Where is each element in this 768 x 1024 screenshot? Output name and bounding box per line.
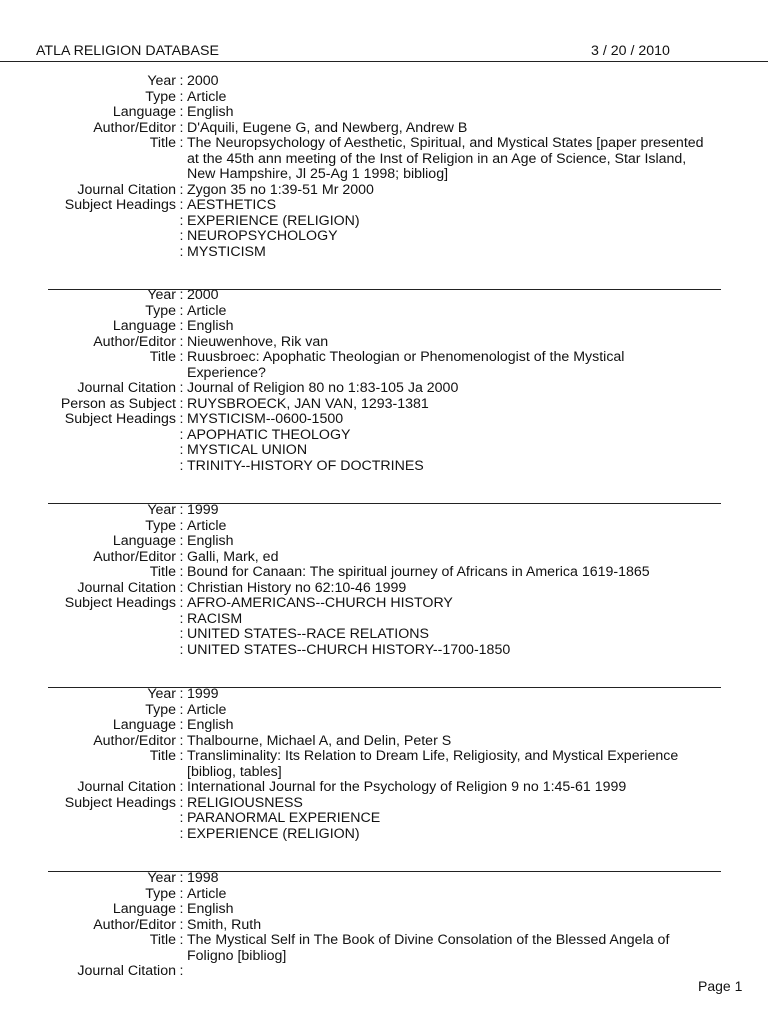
field-value: MYSTICISM	[187, 243, 266, 260]
record-field	[0, 381, 768, 397]
field-separator: :	[179, 564, 184, 580]
field-label: Title	[149, 932, 176, 948]
field-value: 2000	[187, 287, 219, 303]
record-field	[0, 198, 768, 214]
field-separator: :	[179, 181, 184, 198]
field-value: 1999	[187, 686, 219, 702]
record-field	[0, 90, 768, 106]
record-divider	[48, 289, 721, 290]
record-field	[0, 428, 768, 444]
field-separator: :	[179, 932, 184, 948]
field-value: 2000	[187, 73, 219, 89]
field-label: Year	[147, 73, 176, 89]
record-field	[0, 887, 768, 903]
record-field	[0, 534, 768, 550]
field-separator: :	[179, 135, 184, 151]
field-label	[0, 643, 176, 659]
field-label	[0, 811, 176, 827]
field-value: Article	[187, 88, 227, 105]
field-value: NEUROPSYCHOLOGY	[187, 228, 338, 244]
field-label: Journal Citation	[77, 579, 176, 596]
field-value: AFRO-AMERICANS--CHURCH HISTORY	[187, 595, 453, 611]
field-value: 1999	[187, 502, 219, 518]
page-header	[36, 43, 728, 61]
record-divider	[48, 503, 721, 504]
field-value: Galli, Mark, ed	[187, 548, 279, 565]
field-separator: :	[179, 610, 184, 627]
field-separator: :	[179, 349, 184, 365]
field-value: PARANORMAL EXPERIENCE	[187, 810, 381, 826]
record-field	[0, 703, 768, 719]
field-separator: :	[179, 794, 184, 811]
record-field	[0, 121, 768, 137]
field-value: RELIGIOUSNESS	[187, 794, 303, 811]
field-value: English	[187, 717, 234, 733]
field-separator: :	[179, 732, 184, 749]
field-separator: :	[179, 748, 184, 764]
field-value: EXPERIENCE (RELIGION)	[187, 825, 360, 842]
field-value: Zygon 35 no 1:39-51 Mr 2000	[187, 181, 374, 198]
field-separator: :	[179, 517, 184, 534]
record-field	[0, 902, 768, 918]
field-label	[0, 428, 176, 444]
field-value: AESTHETICS	[187, 197, 277, 213]
field-value: International Journal for the Psychology of Religion 9 no 1:45-61 1999	[187, 779, 627, 795]
field-label: Year	[147, 686, 176, 702]
record	[0, 74, 768, 260]
field-separator: :	[179, 626, 184, 642]
field-value: RACISM	[187, 610, 243, 627]
field-label: Language	[112, 104, 176, 120]
field-value: Journal of Religion 80 no 1:83-105 Ja 2000	[187, 380, 459, 396]
field-separator: :	[179, 395, 184, 412]
field-label	[0, 214, 176, 230]
record-field	[0, 350, 768, 381]
field-separator: :	[179, 502, 184, 518]
field-value: MYSTICISM--0600-1500	[187, 411, 344, 427]
field-separator: :	[179, 333, 184, 350]
field-label: Language	[112, 533, 176, 549]
field-label	[0, 612, 176, 628]
field-label: Type	[145, 88, 176, 105]
field-value: The Neuropsychology of Aesthetic, Spiritual, and Mystical States [paper presented at the 45th ann meeting of the Inst of Religion in an Age of Science, Star Island, New Hampshire, Jl 25-Ag 1 1998; bibliog]	[187, 135, 704, 182]
field-value: TRINITY--HISTORY OF DOCTRINES	[187, 457, 424, 474]
field-separator: :	[179, 701, 184, 718]
field-separator: :	[179, 442, 184, 458]
field-value: RUYSBROECK, JAN VAN, 1293-1381	[187, 395, 429, 412]
field-value: Bound for Canaan: The spiritual journey of Africans in America 1619-1865	[187, 564, 650, 580]
field-label	[0, 245, 176, 261]
record-divider	[48, 687, 721, 688]
field-label: Author/Editor	[93, 916, 176, 933]
field-separator: :	[179, 885, 184, 902]
field-separator: :	[179, 73, 184, 89]
record-field	[0, 796, 768, 812]
field-label	[0, 627, 176, 643]
field-label: Language	[112, 717, 176, 733]
field-label: Journal Citation	[77, 779, 176, 795]
field-value: Nieuwenhove, Rik van	[187, 333, 329, 350]
record-field	[0, 687, 768, 703]
record-field	[0, 214, 768, 230]
field-label: Journal Citation	[77, 181, 176, 198]
field-label: Year	[147, 870, 176, 886]
record-field	[0, 565, 768, 581]
field-separator: :	[179, 810, 184, 826]
field-separator: :	[179, 548, 184, 565]
field-label	[0, 229, 176, 245]
field-value: UNITED STATES--CHURCH HISTORY--1700-1850	[187, 641, 511, 658]
field-separator: :	[179, 228, 184, 244]
record-field	[0, 183, 768, 199]
field-separator: :	[179, 579, 184, 596]
record-field	[0, 627, 768, 643]
field-separator: :	[179, 916, 184, 933]
record	[0, 288, 768, 474]
field-separator: :	[179, 104, 184, 120]
record-field	[0, 105, 768, 121]
field-label: Subject Headings	[64, 411, 176, 427]
record-field	[0, 827, 768, 843]
field-label: Journal Citation	[77, 380, 176, 396]
field-value: English	[187, 318, 234, 334]
field-label: Year	[147, 287, 176, 303]
field-separator: :	[179, 870, 184, 886]
field-label: Person as Subject	[60, 395, 176, 412]
record	[0, 503, 768, 658]
field-value: English	[187, 901, 234, 917]
record-field	[0, 871, 768, 887]
field-value: APOPHATIC THEOLOGY	[187, 426, 351, 443]
record-field	[0, 503, 768, 519]
field-separator: :	[179, 901, 184, 917]
field-label: Author/Editor	[93, 548, 176, 565]
field-value: UNITED STATES--RACE RELATIONS	[187, 626, 429, 642]
record-field	[0, 811, 768, 827]
record-field	[0, 780, 768, 796]
record-field	[0, 245, 768, 261]
field-separator: :	[179, 595, 184, 611]
database-name: ATLA RELIGION DATABASE	[36, 43, 219, 59]
record-field	[0, 519, 768, 535]
field-value: D'Aquili, Eugene G, and Newberg, Andrew B	[187, 119, 468, 136]
field-separator: :	[179, 302, 184, 319]
record-field	[0, 412, 768, 428]
record	[0, 687, 768, 842]
field-separator: :	[179, 287, 184, 303]
field-label	[0, 459, 176, 475]
field-label: Journal Citation	[77, 963, 176, 979]
field-separator: :	[179, 243, 184, 260]
report-date: 3 / 20 / 2010	[591, 43, 670, 59]
field-separator: :	[179, 825, 184, 842]
record-field	[0, 304, 768, 320]
field-value: Transliminality: Its Relation to Dream Life, Religiosity, and Mystical Experience [bibliog, tables]	[187, 748, 679, 780]
field-value: Article	[187, 302, 227, 319]
field-label: Title	[149, 564, 176, 580]
record-field	[0, 397, 768, 413]
field-value: Article	[187, 517, 227, 534]
field-value: The Mystical Self in The Book of Divine Consolation of the Blessed Angela of Foligno [bibliog]	[187, 932, 670, 964]
field-value: Article	[187, 701, 227, 718]
field-separator: :	[179, 717, 184, 733]
record-field	[0, 749, 768, 780]
field-label: Language	[112, 318, 176, 334]
record-field	[0, 319, 768, 335]
field-label	[0, 443, 176, 459]
field-label: Title	[149, 748, 176, 764]
field-separator: :	[179, 426, 184, 443]
field-separator: :	[179, 380, 184, 396]
record-field	[0, 136, 768, 183]
field-separator: :	[179, 686, 184, 702]
field-label: Type	[145, 701, 176, 718]
field-value: English	[187, 533, 234, 549]
field-label: Type	[145, 302, 176, 319]
field-separator: :	[179, 411, 184, 427]
field-separator: :	[179, 641, 184, 658]
field-label: Title	[149, 135, 176, 151]
record-field	[0, 581, 768, 597]
field-label: Year	[147, 502, 176, 518]
field-label: Title	[149, 349, 176, 365]
record	[0, 871, 768, 980]
field-value: Smith, Ruth	[187, 916, 262, 933]
record-field	[0, 74, 768, 90]
record-field	[0, 550, 768, 566]
field-value: Ruusbroec: Apophatic Theologian or Phenomenologist of the Mystical Experience?	[187, 349, 625, 381]
field-separator: :	[179, 212, 184, 229]
field-separator: :	[179, 963, 184, 979]
field-separator: :	[179, 533, 184, 549]
header-rule	[0, 61, 768, 62]
field-label: Subject Headings	[64, 794, 176, 811]
record-field	[0, 288, 768, 304]
field-label: Author/Editor	[93, 333, 176, 350]
field-separator: :	[179, 88, 184, 105]
field-separator: :	[179, 457, 184, 474]
record-divider	[48, 871, 721, 872]
field-separator: :	[179, 197, 184, 213]
field-value: 1998	[187, 870, 219, 886]
field-separator: :	[179, 779, 184, 795]
field-value: EXPERIENCE (RELIGION)	[187, 212, 360, 229]
record-field	[0, 443, 768, 459]
record-field	[0, 612, 768, 628]
record-field	[0, 964, 768, 980]
record-field	[0, 229, 768, 245]
field-value: Thalbourne, Michael A, and Delin, Peter S	[187, 732, 452, 749]
field-value: Christian History no 62:10-46 1999	[187, 579, 407, 596]
record-field	[0, 335, 768, 351]
field-label: Author/Editor	[93, 119, 176, 136]
record-field	[0, 596, 768, 612]
field-value: English	[187, 104, 234, 120]
field-label: Type	[145, 885, 176, 902]
record-field	[0, 718, 768, 734]
record-field	[0, 933, 768, 964]
record-field	[0, 459, 768, 475]
field-label	[0, 827, 176, 843]
field-label: Type	[145, 517, 176, 534]
record-field	[0, 918, 768, 934]
page-number: Page 1	[698, 978, 743, 994]
field-label: Language	[112, 901, 176, 917]
field-label: Subject Headings	[64, 197, 176, 213]
field-label: Author/Editor	[93, 732, 176, 749]
field-separator: :	[179, 318, 184, 334]
field-value: MYSTICAL UNION	[187, 442, 308, 458]
record-field	[0, 734, 768, 750]
record-field	[0, 643, 768, 659]
field-separator: :	[179, 119, 184, 136]
field-value: Article	[187, 885, 227, 902]
field-value	[187, 964, 707, 980]
field-label: Subject Headings	[64, 595, 176, 611]
